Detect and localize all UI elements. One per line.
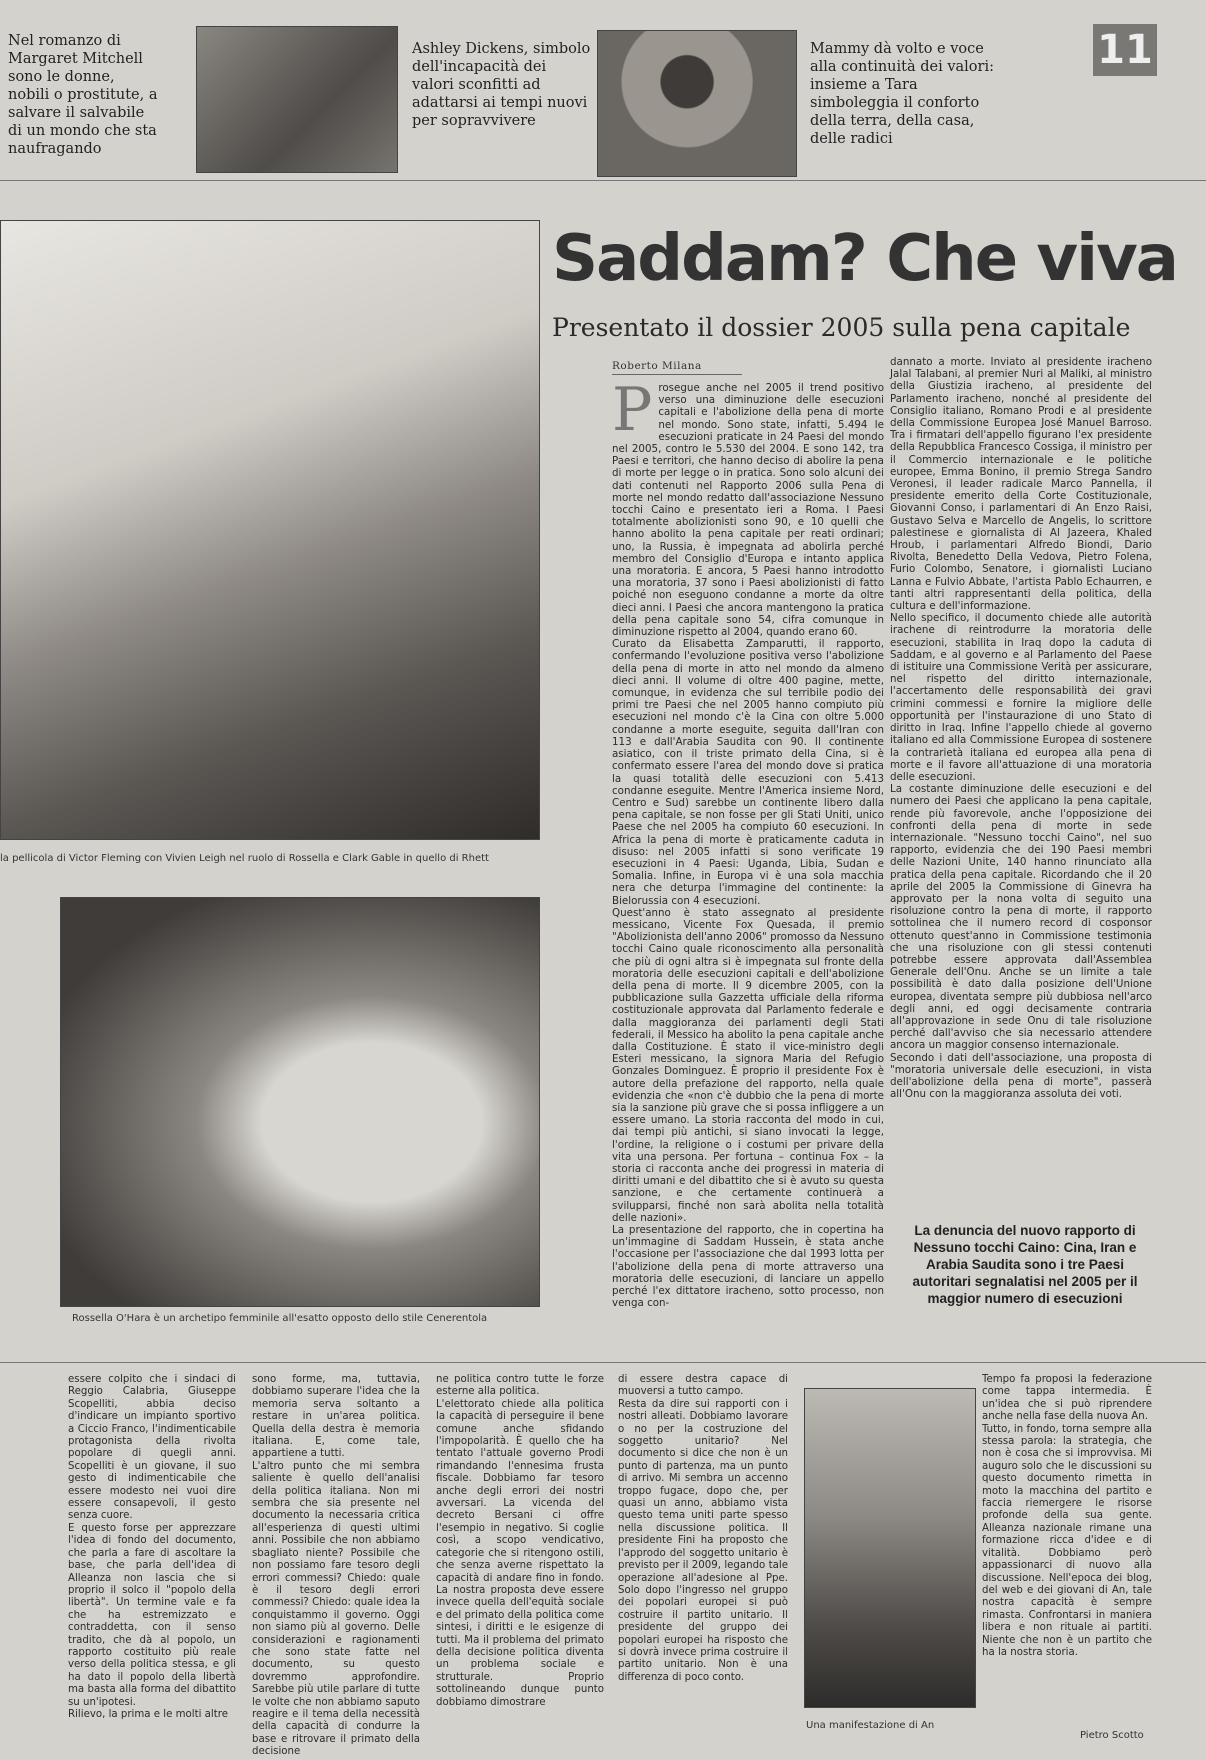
bottom-column-3: ne politica contro tutte le forze esterne alla politica. L'elettorato chiede alla politica la capacità di perseguire il bene comune anche sfidando l'impopolarità. È quello che ha tentato l'attuale governo Prodi rimandando l'ennesima frusta fiscale. Dobbiamo far tesoro anche degli errori dei nostri avversari. La vicenda del decreto Bersani ci offre l'esempio in negativo. Si coglie così, a scopo vendicativo, categorie che si ritengono ostili, che senza averne rispettato la capacità di andare fino in fondo. La nostra proposta deve essere invece quella dell'equità sociale e del primato della politica come sintesi, i diritti e le esigenze di tutti. Ma il problema del primato della decisione politica diventa un problema sociale e strutturale. Proprio sottolineando dunque punto dobbiamo dimostrare (436, 1374, 604, 1708)
cinderella-illustration (60, 897, 540, 1307)
top-divider (0, 180, 1206, 181)
strip-mammy-text: Mammy dà volto e voce alla continuità dei valori: insieme a Tara simboleggia il conforto della terra, della casa, delle radici (810, 41, 994, 147)
mammy-photo (597, 30, 797, 177)
cinderella-caption: Rossella O'Hara è un archetipo femminile all'esatto opposto dello stile Cenerentola (72, 1313, 488, 1324)
bottom-column-1: essere colpito che i sindaci di Reggio Calabria, Giuseppe Scopelliti, abbia deciso d'indicare un impianto sportivo a Ciccio Franco, l'indimenticabile protagonista della rivolta popolare di quegli anni. Scopelliti è un giovane, il suo gesto di indimenticabile che essere modesto nei vuoi dire essere consapevoli, il gesto senza cuore. E questo forse per apprezzare l'idea di fondo del documento, che parla a fare di ascoltare la base, che parla dell'idea di Alleanza non lascia che si proprio il solco il "popolo della libertà". Un termine vale e fa che ha estremizzato e contraddetta, con il senso tradito, che dà al popolo, un rapporto costituito più reale verso della politica stessa, e gli ha dato il popolo della libertà ma basta alla forma del dibattito su un'ipotesi. Rilievo, la prima e le molti altre (68, 1374, 236, 1720)
ashley-photo (196, 26, 398, 173)
article-column-2-text: dannato a morte. Inviato al presidente iracheno Jalal Talabani, al premier Nuri al Maliki, al ministro della Giustizia iracheno, al presidente del Parlamento iracheno, nonché al presidente del Consiglio italiano, Romano Prodi e al presidente della Commissione Europea José Manuel Barroso. Tra i firmatari dell'appello figurano l'ex presidente della Repubblica Francesco Cossiga, il ministro per il Commercio internazionale e le politiche europee, Emma Bonino, il premio Strega Sandro Veronesi, il leader radicale Marco Pannella, il presidente emerito della Corte Costituzionale, Giovanni Conso, i parlamentari di An Enzo Raisi, Gustavo Selva e Marcello de Angelis, lo scrittore palestinese e giornalista di Al Jazeera, Khaled Hroub, i parlamentari Alfredo Biondi, Dario Rivolta, Benedetto Della Vedova, Pietro Folena, Furio Colombo, Senatore, i giornalisti Luciano Lanna e Fulvio Abbate, l'artista Pablo Echaurren, e tanti altri rappresentanti della politica, della cultura e dell'informazione. Nello specifico, il documento chiede alle autorità irachene di reintrodurre la moratoria delle esecuzioni, stabilita in Iraq dopo la caduta di Saddam, e al governo e al Parlamento del Paese di istituire una Commissione Verità per assicurare, nel rispetto del diritto internazionale, l'accertamento delle responsabilità dei gravi crimini commessi e fornire la migliore delle opportunità per l'instaurazione di uno Stato di diritto in Iraq. Infine l'appello chiede al governo italiano ed alla Commissione Europea di sostenere la contrarietà italiana ed europea alla pena di morte e il favore all'attuazione di una moratoria delle esecuzioni. La costante diminuzione delle esecuzioni e del numero dei Paesi che applicano la pena capitale, rende più favorevole, anche l'opposizione dei confronti della pena di morte in sede internazionale. "Nessuno tocchi Caino", nel suo rapporto, evidenzia che dei 190 Paesi membri delle Nazioni Unite, 140 hanno rinunciato alla pratica della pena capitale. Ricordando che il 20 aprile del 2005 la Commissione di Ginevra ha approvato per la nona volta di seguito una risoluzione contro la pena di morte, il rapporto sottolinea che il numero record di cosponsor ottenuto quest'anno in Commissione testimonia che una risoluzione con gli stessi contenuti potrebbe essere approvata dall'Assemblea Generale dell'Onu. Anche se un limite a tale possibilità è dato dalla posizione dell'Unione europea, diventata sempre più dubbiosa nell'arco degli anni, ed oggi decisamente contraria all'approvazione in sede Onu di tale risoluzione perché dall'avviso che sia necessario attendere ancora un maggior consenso internazionale. Secondo i dati dell'associazione, una proposta di "moratoria universale delle esecuzioni, in vista dell'abolizione della pena di morte", passerà all'Onu con la maggioranza assoluta dei voti. (890, 356, 1152, 1101)
drop-cap: P (612, 375, 653, 445)
demonstration-photo (804, 1388, 976, 1708)
bottom-divider (0, 1362, 1206, 1363)
article-subtitle: Presentato il dossier 2005 sulla pena capitale (552, 313, 1131, 342)
bottom-column-2: sono forme, ma, tuttavia, dobbiamo superare l'idea che la memoria serva soltanto a restare in un'area politica. Quella della destra è memoria italiana. E, come tale, appartiene a tutti. L'altro punto che mi sembra saliente è quello dell'analisi della politica italiana. Non mi sembra che sia presente nel documento la necessaria critica all'esperienza di questi ultimi anni. Possibile che non abbiamo sbagliato niente? Possibile che non possiamo fare tesoro degli errori commessi? Chiedo: quale è il tesoro degli errori commessi? Chiedo: quale idea la conquistammo il governo. Oggi non siamo più al governo. Delle considerazioni e ragionamenti che sono state fatte nel documento, su questo dovremmo approfondire. Sarebbe più utile parlare di tutte le volte che non abbiamo saputo reagire e il tema della necessità della capacità di condurre la base e ritrovare il primato della decisione (252, 1374, 420, 1758)
demonstration-caption: Una manifestazione di An (806, 1720, 935, 1731)
bottom-column-5: Tempo fa proposi la federazione come tappa intermedia. È un'idea che si può riprendere anche nella fase della nuova An. Tutto, in fondo, torna sempre alla stessa parola: la strategia, che non è cosa che si improvvisa. Mi auguro solo che le discussioni su questo documento rimetta in moto la macchina del partito e faccia riemergere le risorse profonde della sua gente. Alleanza nazionale rimane una formazione ricca d'idee e di vitalità. Dobbiamo però appassionarci di nuovo alla discussione. Nell'epoca dei blog, del web e dei giovani di An, tale nostra capacità è sempre rimasta. Confrontarsi in maniera libera e non rituale ai partiti. Niente che non è un partito che ha la nostra storia. (982, 1374, 1152, 1658)
article-title: Saddam? Che viva (552, 222, 1177, 296)
article-column-1 (612, 375, 884, 1322)
article-column-2 (890, 356, 1152, 1101)
signature: Pietro Scotto (1080, 1730, 1144, 1741)
strip-ashley-text: Ashley Dickens, simbolo dell'incapacità dei valori sconfitti ad adattarsi ai tempi nuovi per sopravvivere (412, 41, 591, 129)
strip-intro-text: Nel romanzo di Margaret Mitchell sono le donne, nobili o prostitute, a salvare il salvabile di un mondo che sta naufragando (8, 33, 158, 157)
film-still-caption: la pellicola di Victor Fleming con Vivien Leigh nel ruolo di Rossella e Clark Gable in quello di Rhett (0, 853, 489, 864)
page-number: 11 (1093, 24, 1157, 76)
film-still-photo (0, 220, 540, 840)
pull-quote: La denuncia del nuovo rapporto di Nessuno tocchi Caino: Cina, Iran e Arabia Saudita sono i tre Paesi autoritari segnalatisi nel 2005 per il maggior numero di esecuzioni (912, 1223, 1138, 1306)
article-byline: Roberto Milana (612, 360, 702, 372)
article-column-1-text: rosegue anche nel 2005 il trend positivo verso una diminuzione delle esecuzioni capitali e l'abolizione della pena di morte nel mondo. Sono state, infatti, 5.494 le esecuzioni praticate in 24 Paesi del mondo nel 2005, contro le 5.530 del 2004. E sono 142, tra Paesi e territori, che hanno deciso di abolire la pena di morte per legge o in pratica. Sono solo alcuni dei dati contenuti nel Rapporto 2006 sulla Pena di morte nel mondo redatto dall'associazione Nessuno tocchi Caino e presentato ieri a Roma. I Paesi totalmente abolizionisti sono 90, e 10 quelli che hanno abolito la pena capitale per reati ordinari; uno, la Russia, è impegnata ad abolirla perché membro del Consiglio d'Europa e intanto applica una moratoria. E ancora, 5 Paesi hanno introdotto una moratoria, 37 sono i Paesi abolizionisti di fatto poiché non eseguono condanne a morte da oltre dieci anni. I Paesi che ancora mantengono la pratica della pena capitale sono 54, cifra comunque in diminuzione rispetto al 2004, quando erano 60. Curato da Elisabetta Zamparutti, il rapporto, confermando l'evoluzione positiva verso l'abolizione della pena di morte in atto nel mondo da almeno dieci anni. Il volume di oltre 400 pagine, mette, comunque, in evidenza che sul terribile podio dei primi tre Paesi che nel 2005 hanno compiuto più esecuzioni nel mondo c'è la Cina con oltre 5.000 condanne a morte eseguite, seguita dall'Iran con 113 e dall'Arabia Saudita con 90. Il continente asiatico, con il triste primato della Cina, si è confermato essere l'area del mondo dove si pratica la quasi totalità delle esecuzioni con 5.413 condanne eseguite. Mentre l'America insieme Nord, Centro e Sud) sarebbe un continente libero dalla pena capitale, se non fosse per gli Stati Uniti, unico Paese che nel 2005 ha compiuto 60 esecuzioni. In Africa la pena di morte è praticamente caduta in disuso: nel 2005 infatti si sono verificate 19 esecuzioni in 4 Paesi: Uganda, Libia, Sudan e Somalia. Infine, in Europa vi è una sola macchia nera che deturpa l'immagine del continente: la Bielorussia con 4 esecuzioni. Quest'anno è stato assegnato al presidente messicano, Vicente Fox Quesada, il premio "Abolizionista dell'anno 2006" promosso da Nessuno tocchi Caino quale riconoscimento alla personalità che più di ogni altra si è impegnata sul fronte della moratoria delle esecuzioni capitali e dell'abolizione della pena di morte. Il 9 dicembre 2005, con la pubblicazione sulla Gazzetta ufficiale della riforma costituzionale approvata dal Parlamento federale e dalla maggioranza dei parlamenti degli Stati federali, il Messico ha abolito la pena capitale anche dalla Costituzione. È stato il vice-ministro degli Esteri messicano, la signora Maria del Refugio Gonzales Dominguez. È proprio il presidente Fox è autore della prefazione del rapporto, nella quale evidenzia che «non c'è dubbio che la pena di morte sia la sanzione più grave che si possa infliggere a un essere umano. La storia racconta del modo in cui, dai tempi più antichi, si siano invocati la legge, l'ordine, la religione o i costumi per privare della vita una persona. Per fortuna – continua Fox – la storia ci racconta anche dei progressi in materia di diritti umani e del dibattito che si è avuto su questa sanzione, e che certamente continuerà a svilupparsi, finché non sarà abolita nella totalità delle nazioni». La presentazione del rapporto, che in copertina ha un'immagine di Saddam Hussein, è stata anche l'occasione per l'associazione che dal 1993 lotta per l'abolizione della pena di morte attraverso una moratoria delle esecuzioni, di lanciare un appello perché l'ex dittatore iracheno, sotto processo, non venga con- (612, 382, 884, 1310)
bottom-column-4: di essere destra capace di muoversi a tutto campo. Resta da dire sui rapporti con i nostri alleati. Dobbiamo lavorare o no per la costruzione del soggetto unitario? Nel documento si dice che non è un punto di partenza, ma un punto di arrivo. Mi sembra un accenno troppo fugace, dopo che, per quasi un anno, abbiamo vista questo tema uniti parte spesso nella discussione politica. Il presidente Fini ha proposto che l'approdo del soggetto unitario è previsto per il 2009, legando tale operazione all'adesione al Ppe. Solo dopo l'ingresso nel gruppo dei popolari europei si può costruire il partito unitario. Il presidente del gruppo dei popolari europei ha risposto che si dovrà invece prima costruire il partito unitario. Non è una differenza di poco conto. (618, 1374, 788, 1683)
